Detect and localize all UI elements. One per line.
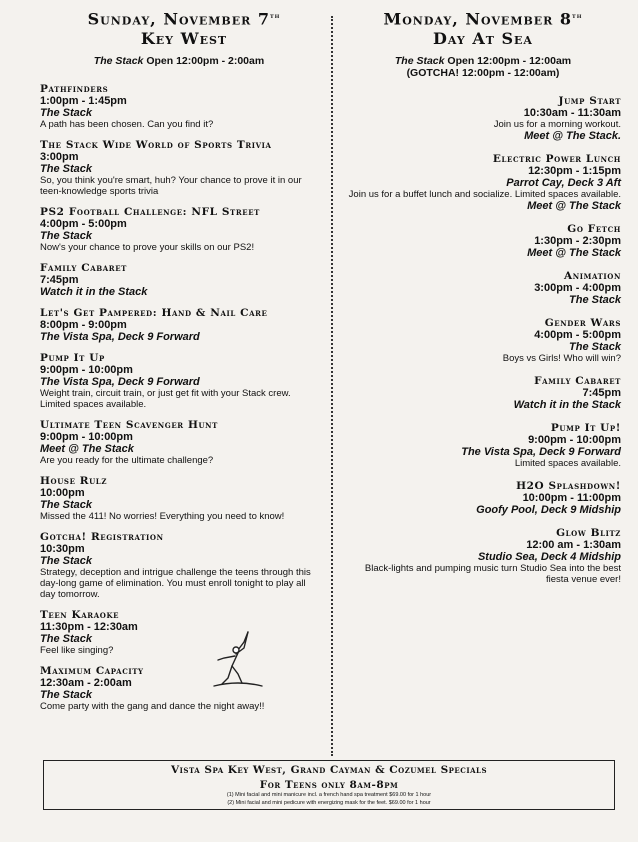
monday-open-hours xyxy=(345,55,621,79)
spa-special-item-2: (2) Mini facial and mini pedicure with energizing mask for the feet. $69.00 for 1 hour xyxy=(227,800,431,806)
event-description: Come party with the gang and dance the night away!! xyxy=(40,701,265,713)
sunday-open-hours xyxy=(40,55,318,67)
sunday-column xyxy=(40,6,318,721)
monday-open-venue: The Stack xyxy=(394,55,445,68)
sunday-heading xyxy=(50,6,318,49)
event-title: House Rulz xyxy=(40,475,108,488)
event-title: Gotcha! Registration xyxy=(40,531,164,544)
event-title: The Stack Wide World of Sports Trivia xyxy=(40,139,272,152)
event-description: Black-lights and pumping music turn Studio Sea into the best fiesta venue ever! xyxy=(364,563,621,586)
event-location: The Stack xyxy=(40,230,92,243)
event-title: Pump It Up xyxy=(40,352,105,365)
monday-open-time: Open 12:00pm - 12:00am xyxy=(447,55,572,68)
sunday-open-venue: The Stack xyxy=(93,55,144,68)
event-location: Studio Sea, Deck 4 Midship xyxy=(477,551,621,564)
event-location: The Vista Spa, Deck 9 Forward xyxy=(461,446,621,459)
event-meeting-point: Meet @ The Stack xyxy=(527,200,621,213)
event-time: 10:30am - 11:30am xyxy=(523,107,621,120)
column-divider xyxy=(331,16,333,756)
event-location: The Stack xyxy=(40,499,92,512)
event-title: Let's Get Pampered: Hand & Nail Care xyxy=(40,307,268,320)
event-title: Jump Start xyxy=(558,95,621,108)
sunday-event xyxy=(40,665,318,712)
sunday-event xyxy=(40,307,318,343)
event-location: Watch it in the Stack xyxy=(513,399,621,412)
event-location: Parrot Cay, Deck 3 Aft xyxy=(506,177,621,190)
event-time: 7:45pm xyxy=(40,274,79,287)
monday-event xyxy=(345,375,621,411)
event-location: The Stack xyxy=(40,689,92,702)
monday-event xyxy=(345,422,621,469)
monday-date: Monday, November 8 xyxy=(383,9,573,29)
event-description: Missed the 411! No worries! Everything you need to know! xyxy=(40,511,285,523)
spa-specials-title: Vista Spa Key West, Grand Cayman & Cozumel Specials xyxy=(170,764,488,776)
event-time: 9:00pm - 10:00pm xyxy=(40,364,133,377)
event-title: Go Fetch xyxy=(567,223,621,236)
monday-event-list xyxy=(345,95,621,585)
event-location: The Stack xyxy=(569,341,621,354)
event-title: Electric Power Lunch xyxy=(492,153,621,166)
event-description: Weight train, circuit train, or just get fit with your Stack crew. Limited spaces available. xyxy=(40,388,291,411)
event-description: Join us for a morning workout. xyxy=(493,119,621,131)
sunday-event xyxy=(40,352,318,410)
event-time: 12:30pm - 1:15pm xyxy=(528,165,621,178)
monday-event xyxy=(345,527,621,585)
monday-event xyxy=(345,480,621,516)
sunday-event xyxy=(40,531,318,600)
sunday-date-suffix: th xyxy=(269,11,281,20)
event-location: The Stack xyxy=(40,633,92,646)
event-title: Glow Blitz xyxy=(556,527,621,540)
monday-event xyxy=(345,317,621,364)
event-time: 1:30pm - 2:30pm xyxy=(534,235,621,248)
event-time: 10:00pm - 11:00pm xyxy=(522,492,621,505)
event-title: Animation xyxy=(564,270,621,283)
event-time: 10:30pm xyxy=(40,543,85,556)
event-title: Pathfinders xyxy=(40,83,109,96)
event-location: The Vista Spa, Deck 9 Forward xyxy=(40,331,200,344)
event-location: The Stack xyxy=(40,555,92,568)
sunday-event xyxy=(40,419,318,466)
event-description: Limited spaces available. xyxy=(514,458,621,470)
dancer-illustration xyxy=(208,628,268,688)
event-location: The Stack xyxy=(569,294,621,307)
event-location: Watch it in the Stack xyxy=(40,286,148,299)
monday-event xyxy=(345,270,621,306)
event-description: Strategy, deception and intrigue challenge the teens through this day-long game of elimination. You must enroll tonight to play all day tomorrow. xyxy=(40,567,311,601)
event-time: 8:00pm - 9:00pm xyxy=(40,319,127,332)
event-title: H2O Splashdown! xyxy=(516,480,621,493)
sunday-event xyxy=(40,609,318,656)
spa-specials-subtitle: For Teens only 8am-8pm xyxy=(259,779,399,791)
event-description: So, you think you're smart, huh? Your chance to prove it in our teen-knowledge sports trivia xyxy=(40,175,302,198)
event-location: The Vista Spa, Deck 9 Forward xyxy=(40,376,200,389)
event-time: 7:45pm xyxy=(582,387,621,400)
sunday-event xyxy=(40,475,318,522)
event-description: Boys vs Girls! Who will win? xyxy=(502,353,621,365)
event-time: 9:00pm - 10:00pm xyxy=(40,431,133,444)
monday-date-suffix: th xyxy=(572,11,583,20)
event-description: A path has been chosen. Can you find it? xyxy=(40,119,214,131)
sunday-event xyxy=(40,139,318,197)
event-title: Teen Karaoke xyxy=(40,609,120,622)
event-location: Goofy Pool, Deck 9 Midship xyxy=(476,504,621,517)
event-title: Family Cabaret xyxy=(534,375,621,388)
monday-column xyxy=(345,6,621,596)
spa-specials-box xyxy=(43,760,615,810)
event-title: Ultimate Teen Scavenger Hunt xyxy=(40,419,218,432)
sunday-event-list xyxy=(40,83,318,712)
event-title: Family Cabaret xyxy=(40,262,127,275)
spa-special-item-1: (1) Mini facial and mini manicure incl. a french hand spa treatment $69.00 for 1 hour xyxy=(226,792,432,798)
sunday-event xyxy=(40,83,318,130)
event-title: Gender Wars xyxy=(544,317,621,330)
event-location: The Stack xyxy=(40,107,92,120)
event-time: 10:00pm xyxy=(40,487,85,500)
event-time: 1:00pm - 1:45pm xyxy=(40,95,127,108)
event-location: Meet @ The Stack xyxy=(527,247,621,260)
event-time: 3:00pm xyxy=(40,151,79,164)
sunday-event xyxy=(40,262,318,298)
event-title: Pump It Up! xyxy=(550,422,621,435)
sunday-date: Sunday, November 7 xyxy=(87,9,270,29)
sunday-event xyxy=(40,206,318,253)
event-time: 4:00pm - 5:00pm xyxy=(534,329,621,342)
event-time: 3:00pm - 4:00pm xyxy=(534,282,621,295)
event-location: Meet @ The Stack xyxy=(40,443,134,456)
monday-event xyxy=(345,95,621,142)
event-location: The Stack xyxy=(40,163,92,176)
event-time: 12:30am - 2:00am xyxy=(40,677,132,690)
event-description: Join us for a buffet lunch and socialize. Limited spaces available. xyxy=(348,189,621,201)
event-description: Now's your chance to prove your skills on our PS2! xyxy=(40,242,255,254)
monday-location: Day At Sea xyxy=(433,29,533,49)
event-time: 4:00pm - 5:00pm xyxy=(40,218,127,231)
event-description: Are you ready for the ultimate challenge? xyxy=(40,455,214,467)
event-time: 9:00pm - 10:00pm xyxy=(528,434,621,447)
sunday-port: Key West xyxy=(140,29,228,49)
event-meeting-point: Meet @ The Stack. xyxy=(524,130,621,143)
monday-event xyxy=(345,153,621,212)
monday-heading xyxy=(345,6,621,49)
event-time: 11:30pm - 12:30am xyxy=(40,621,138,634)
monday-event xyxy=(345,223,621,259)
event-time: 12:00 am - 1:30am xyxy=(526,539,621,552)
event-title: Maximum Capacity xyxy=(40,665,144,678)
event-title: PS2 Football Challenge: NFL Street xyxy=(40,206,260,219)
event-description: Feel like singing? xyxy=(40,645,114,657)
sunday-open-time: Open 12:00pm - 2:00am xyxy=(146,55,265,68)
monday-gotcha-hours: (GOTCHA! 12:00pm - 12:00am) xyxy=(406,67,560,80)
